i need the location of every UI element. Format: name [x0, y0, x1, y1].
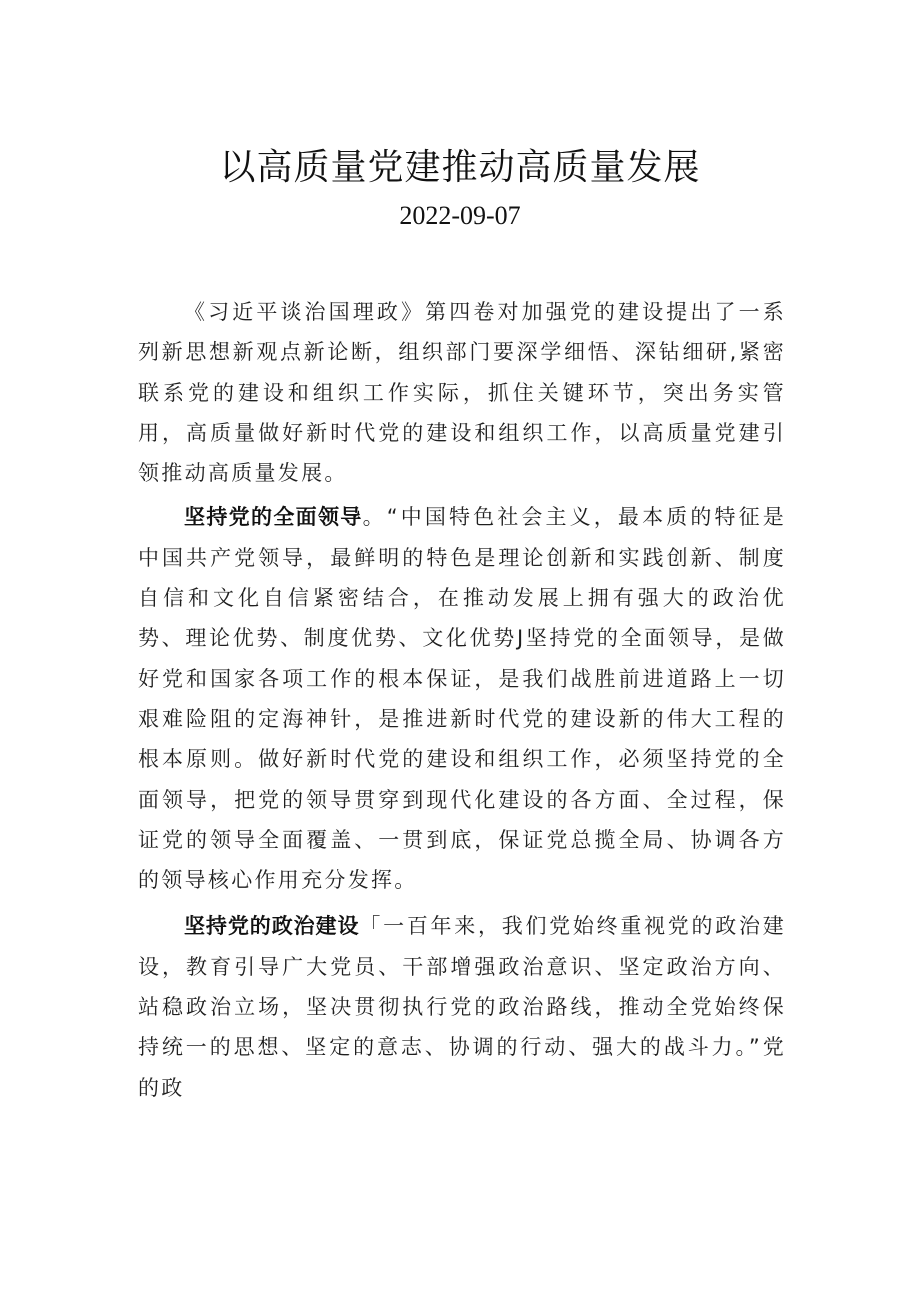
document-title: 以高质量党建推动高质量发展: [219, 147, 701, 188]
document-body: [138, 292, 786, 1108]
paragraph-text: 。“中国特色社会主义，最本质的特征是中国共产党领导，最鲜明的特色是理论创新和实践创新、制度自信和文化自信紧密结合，在推动发展上拥有强大的政治优势、理论优势、制度优势、文化优势J坚持党的全面领导，是做好党和国家各项工作的根本保证，是我们战胜前进道路上一切艰难险阻的定海神针，是推进新时代党的建设新的伟大工程的根本原则。做好新时代党的建设和组织工作，必须坚持党的全面领导，把党的领导贯穿到现代化建设的各方面、全过程，保证党的领导全面覆盖、一贯到底，保证党总揽全局、协调各方的领导核心作用充分发挥。: [138, 505, 787, 893]
paragraph-lead-heading: 坚持党的全面领导: [184, 505, 363, 530]
paragraph-party-leadership: [138, 497, 786, 900]
paragraph-lead-heading: 坚持党的政治建设: [184, 914, 360, 939]
paragraph-intro: [138, 292, 786, 493]
paragraph-text: 「一百年来，我们党始终重视党的政治建设，教育引导广大党员、干部增强政治意识、坚定政治方向、站稳政治立场，坚决贯彻执行党的政治路线，推动全党始终保持统一的思想、坚定的意志、协调的行动、强大的战斗力。”党的政: [138, 914, 786, 1100]
document-date: 2022-09-07: [399, 201, 521, 230]
paragraph-text: 《习近平谈治国理政》第四卷对加强党的建设提出了一系列新思想新观点新论断，组织部门要深学细悟、深钻细研,紧密联系党的建设和组织工作实际，抓住关键环节，突出务实管用，高质量做好新时代党的建设和组织工作，以高质量党建引领推动高质量发展。: [138, 300, 786, 486]
paragraph-political-building: [138, 906, 786, 1107]
